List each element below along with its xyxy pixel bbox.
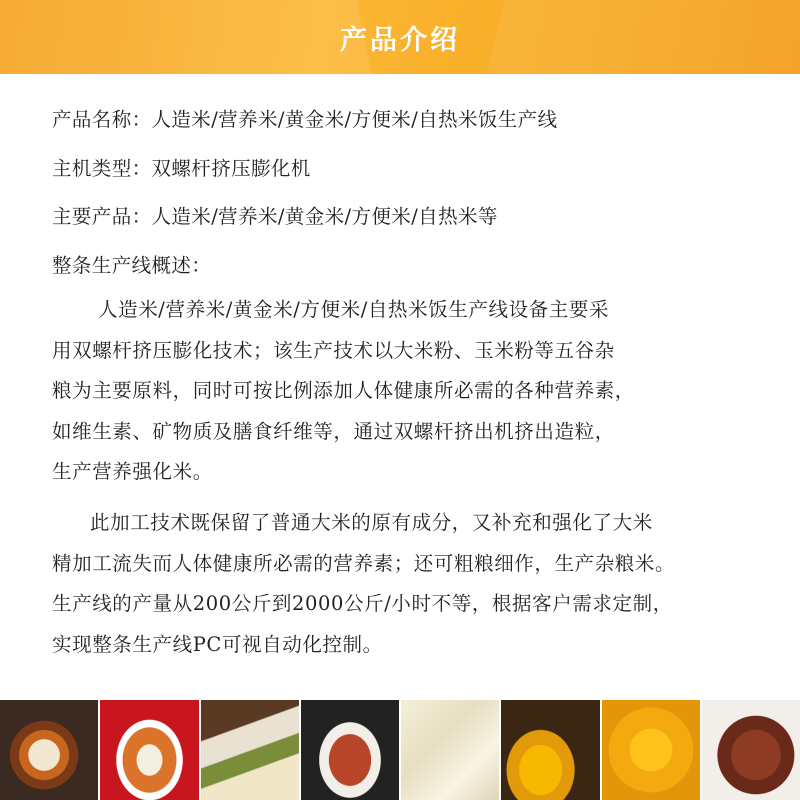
header-banner — [0, 0, 800, 74]
paragraph-line: 人造米/营养米/黄金米/方便米/自热米饭生产线设备主要采 — [98, 298, 610, 321]
product-name-line: 产品名称：人造米/营养米/黄金米/方便米/自热米饭生产线 — [52, 108, 558, 131]
main-products-line: 主要产品：人造米/营养米/黄金米/方便米/自热米等 — [52, 205, 498, 228]
paragraph-line: 如维生素、矿物质及膳食纤维等，通过双螺杆挤出机挤出造粒， — [52, 419, 615, 443]
page-title: 产品介绍 — [340, 25, 460, 56]
overview-paragraph-2 — [52, 503, 675, 665]
rice-bowl-photo — [0, 700, 98, 800]
meal-tray-photo — [201, 700, 299, 800]
golden-rice-grains-photo — [602, 700, 700, 800]
paragraph-line: 生产营养强化米。 — [52, 460, 213, 483]
product-info — [52, 96, 782, 290]
paragraph-line: 粮为主要原料，同时可按比例添加人体健康所必需的各种营养素， — [52, 379, 635, 402]
machine-type-line: 主机类型：双螺杆挤压膨化机 — [52, 156, 311, 180]
paragraph-line: 用双螺杆挤压膨化技术；该生产技术以大米粉、玉米粉等五谷杂 — [52, 338, 615, 362]
product-photo-strip — [0, 700, 800, 800]
curry-rice-box-photo — [100, 700, 198, 800]
self-heating-rice-photo — [301, 700, 399, 800]
paragraph-line: 精加工流失而人体健康所必需的营养素；还可粗粮细作，生产杂粮米。 — [52, 551, 676, 575]
golden-rice-spoon-photo — [501, 700, 599, 800]
paragraph-line: 此加工技术既保留了普通大米的原有成分，又补充和强化了大米 — [90, 511, 653, 534]
red-rice-bowl-photo — [702, 700, 800, 800]
paragraph-line: 实现整条生产线PC可视自动化控制。 — [52, 632, 383, 656]
white-rice-grains-photo — [401, 700, 499, 800]
overview-heading: 整条生产线概述： — [52, 253, 212, 277]
paragraph-line: 生产线的产量从200公斤到2000公斤/小时不等，根据客户需求定制， — [52, 592, 673, 615]
overview-paragraph-1 — [52, 290, 635, 493]
